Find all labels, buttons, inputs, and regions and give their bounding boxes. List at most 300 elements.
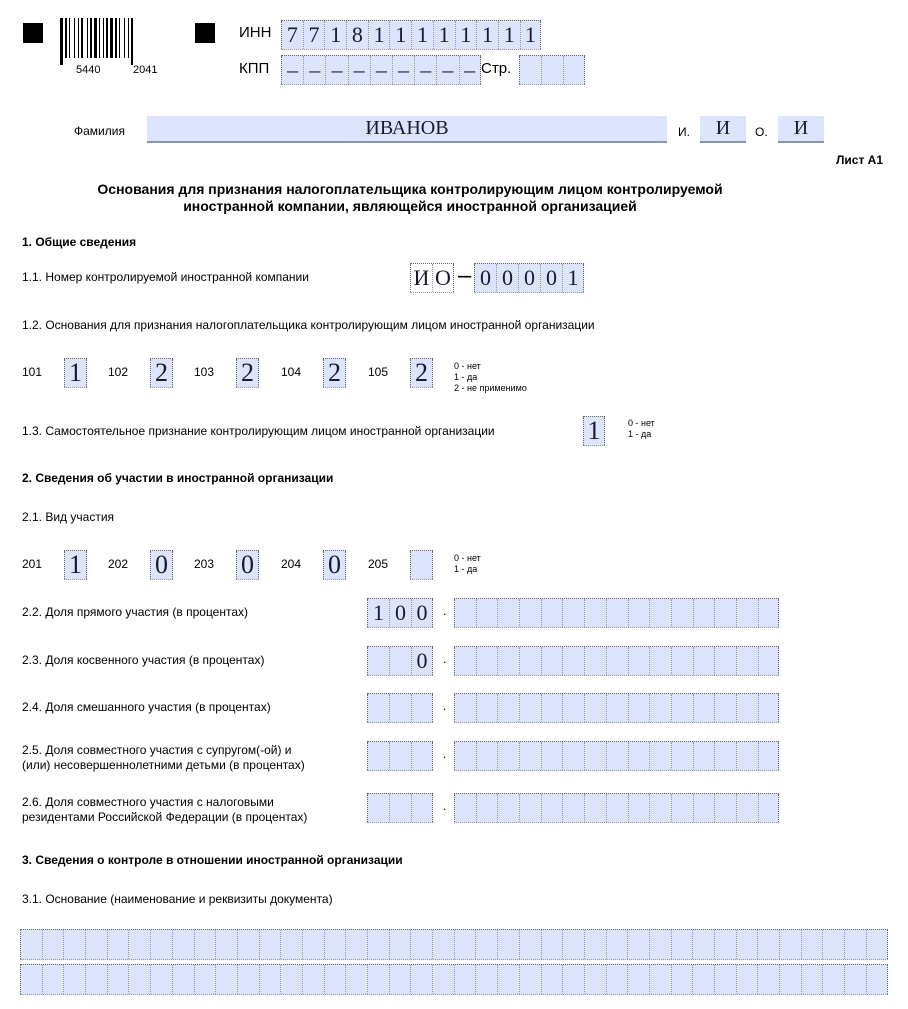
item-3-1-label: 3.1. Основание (наименование и реквизиты документа) bbox=[22, 892, 333, 906]
share-fraction-cell[interactable] bbox=[714, 794, 736, 822]
kpp-cell[interactable]: – bbox=[436, 56, 458, 84]
share-fraction-cell[interactable] bbox=[562, 794, 584, 822]
barcode-bar bbox=[115, 18, 117, 58]
inn-cell[interactable]: 1 bbox=[411, 21, 433, 49]
share-integer-field-5[interactable] bbox=[367, 741, 433, 771]
basis-document-cell[interactable] bbox=[866, 930, 888, 959]
ground-code-105: 105 bbox=[368, 365, 389, 379]
barcode-bar bbox=[128, 18, 129, 58]
basis-document-cell[interactable] bbox=[259, 930, 281, 959]
basis-document-cell[interactable] bbox=[497, 965, 519, 994]
basis-document-cell[interactable] bbox=[367, 930, 389, 959]
inn-cell[interactable]: 7 bbox=[303, 21, 325, 49]
participation-field-204[interactable] bbox=[323, 550, 346, 580]
share-fraction-cell[interactable] bbox=[628, 647, 650, 675]
participation-field-205[interactable] bbox=[410, 550, 433, 580]
kpp-cell[interactable]: – bbox=[348, 56, 370, 84]
company-number-field[interactable] bbox=[474, 263, 584, 293]
share-fraction-cell[interactable] bbox=[606, 742, 628, 770]
participation-value[interactable]: 0 bbox=[236, 551, 259, 579]
kpp-cell[interactable]: – bbox=[325, 56, 347, 84]
share-integer-field-4[interactable] bbox=[367, 693, 433, 723]
surname-field[interactable]: ИВАНОВ bbox=[147, 116, 667, 143]
basis-document-cell[interactable] bbox=[42, 965, 64, 994]
basis-document-cell[interactable] bbox=[606, 930, 628, 959]
barcode-number-2: 2041 bbox=[133, 64, 158, 76]
barcode-bar bbox=[87, 18, 88, 58]
share-integer-cell[interactable] bbox=[367, 694, 389, 722]
share-fraction-cell[interactable] bbox=[584, 647, 606, 675]
share-fraction-cell[interactable] bbox=[628, 599, 650, 627]
initial-name-field[interactable]: И bbox=[700, 116, 746, 143]
ground-field-105[interactable] bbox=[410, 358, 433, 388]
share-fraction-field-6[interactable] bbox=[454, 793, 779, 823]
share-fraction-cell[interactable] bbox=[693, 599, 715, 627]
section-2-heading: 2. Сведения об участии в иностранной организации bbox=[22, 471, 334, 485]
basis-document-cell[interactable] bbox=[280, 930, 302, 959]
share-fraction-cell[interactable] bbox=[562, 599, 584, 627]
inn-cell[interactable]: 1 bbox=[498, 21, 520, 49]
basis-document-cell[interactable] bbox=[20, 930, 42, 959]
basis-document-cell[interactable] bbox=[736, 965, 758, 994]
page-number-field[interactable] bbox=[519, 55, 585, 85]
basis-document-cell[interactable] bbox=[649, 930, 671, 959]
basis-document-cell[interactable] bbox=[63, 965, 85, 994]
share-fraction-cell[interactable] bbox=[476, 694, 498, 722]
corner-marker-right bbox=[195, 23, 215, 43]
basis-document-cell[interactable] bbox=[519, 965, 541, 994]
basis-document-cell[interactable] bbox=[671, 930, 693, 959]
basis-document-cell[interactable] bbox=[63, 930, 85, 959]
inn-cell[interactable]: 1 bbox=[455, 21, 477, 49]
share-fraction-cell[interactable] bbox=[519, 647, 541, 675]
share-integer-field-2[interactable] bbox=[367, 598, 433, 628]
basis-document-cell[interactable] bbox=[692, 930, 714, 959]
inn-cell[interactable]: 1 bbox=[324, 21, 346, 49]
basis-document-cell[interactable] bbox=[107, 930, 129, 959]
share-fraction-cell[interactable] bbox=[606, 694, 628, 722]
share-fraction-field-2[interactable] bbox=[454, 598, 779, 628]
basis-document-cell[interactable] bbox=[497, 930, 519, 959]
basis-document-cell[interactable] bbox=[150, 930, 172, 959]
share-fraction-cell[interactable] bbox=[714, 599, 736, 627]
ground-value[interactable]: 2 bbox=[410, 359, 433, 387]
share-fraction-cell[interactable] bbox=[671, 742, 693, 770]
basis-document-cell[interactable] bbox=[259, 965, 281, 994]
share-fraction-cell[interactable] bbox=[736, 599, 758, 627]
basis-document-cell[interactable] bbox=[671, 965, 693, 994]
share-fraction-cell[interactable] bbox=[649, 647, 671, 675]
basis-document-cell[interactable] bbox=[692, 965, 714, 994]
company-prefix-cell[interactable]: О bbox=[432, 264, 454, 292]
participation-field-202[interactable] bbox=[150, 550, 173, 580]
basis-document-cell[interactable] bbox=[345, 930, 367, 959]
basis-document-cell[interactable] bbox=[822, 965, 844, 994]
barcode-bar bbox=[103, 18, 104, 58]
page-label: Стр. bbox=[481, 60, 512, 77]
basis-document-cell[interactable] bbox=[562, 965, 584, 994]
kpp-cell[interactable]: – bbox=[303, 56, 325, 84]
share-integer-field-6[interactable] bbox=[367, 793, 433, 823]
share-fraction-cell[interactable] bbox=[606, 647, 628, 675]
share-fraction-cell[interactable] bbox=[758, 694, 780, 722]
share-fraction-cell[interactable] bbox=[562, 647, 584, 675]
share-fraction-cell[interactable] bbox=[649, 599, 671, 627]
share-fraction-cell[interactable] bbox=[649, 742, 671, 770]
kpp-field[interactable] bbox=[281, 55, 481, 85]
page-title-line-2: иностранной компании, являющейся иностранной организацией bbox=[183, 198, 637, 214]
share-fraction-cell[interactable] bbox=[562, 694, 584, 722]
share-label-5: 2.5. Доля совместного участия с супругом(-ой) и (или) несовершеннолетними детьми (в процентах) bbox=[22, 743, 305, 772]
basis-document-cell[interactable] bbox=[541, 965, 563, 994]
basis-document-cell[interactable] bbox=[410, 930, 432, 959]
initial-name-label: И. bbox=[678, 125, 690, 139]
basis-document-cell[interactable] bbox=[280, 965, 302, 994]
share-fraction-cell[interactable] bbox=[693, 794, 715, 822]
page-title-line-1: Основания для признания налогоплательщика контролирующим лицом контролируемой bbox=[97, 181, 723, 197]
decimal-separator: . bbox=[443, 604, 447, 618]
share-fraction-cell[interactable] bbox=[497, 794, 519, 822]
share-label-6: 2.6. Доля совместного участия с налоговыми резидентами Российской Федерации (в процентах) bbox=[22, 795, 308, 824]
basis-document-cell[interactable] bbox=[85, 965, 107, 994]
share-fraction-cell[interactable] bbox=[584, 599, 606, 627]
basis-document-cell[interactable] bbox=[302, 930, 324, 959]
basis-document-cell[interactable] bbox=[519, 930, 541, 959]
basis-document-cell[interactable] bbox=[237, 930, 259, 959]
basis-document-cell[interactable] bbox=[757, 965, 779, 994]
inn-cell[interactable]: 1 bbox=[476, 21, 498, 49]
barcode-bar bbox=[94, 18, 97, 58]
basis-document-cell[interactable] bbox=[736, 930, 758, 959]
share-fraction-cell[interactable] bbox=[497, 647, 519, 675]
participation-value[interactable]: 0 bbox=[150, 551, 173, 579]
ground-value[interactable]: 2 bbox=[150, 359, 173, 387]
section-3-heading: 3. Сведения о контроле в отношении иностранной организации bbox=[22, 853, 403, 867]
share-fraction-cell[interactable] bbox=[541, 794, 563, 822]
basis-document-cell[interactable] bbox=[389, 965, 411, 994]
participation-legend: 0 - нет 1 - да bbox=[454, 553, 481, 574]
basis-document-cell[interactable] bbox=[107, 965, 129, 994]
basis-document-cell[interactable] bbox=[302, 965, 324, 994]
ground-value[interactable]: 1 bbox=[64, 359, 87, 387]
basis-document-cell[interactable] bbox=[757, 930, 779, 959]
share-integer-cell[interactable]: 0 bbox=[411, 647, 433, 675]
barcode-bar bbox=[74, 18, 75, 58]
basis-document-line-1[interactable] bbox=[20, 929, 888, 960]
share-fraction-cell[interactable] bbox=[758, 742, 780, 770]
section-1-heading: 1. Общие сведения bbox=[22, 235, 137, 249]
share-fraction-cell[interactable] bbox=[606, 599, 628, 627]
share-fraction-cell[interactable] bbox=[758, 647, 780, 675]
share-fraction-cell[interactable] bbox=[497, 742, 519, 770]
share-fraction-cell[interactable] bbox=[497, 694, 519, 722]
participation-code-204: 204 bbox=[281, 557, 302, 571]
share-fraction-cell[interactable] bbox=[454, 647, 476, 675]
basis-document-cell[interactable] bbox=[172, 930, 194, 959]
decimal-separator: . bbox=[443, 799, 447, 813]
share-fraction-cell[interactable] bbox=[628, 694, 650, 722]
basis-document-cell[interactable] bbox=[432, 965, 454, 994]
share-fraction-cell[interactable] bbox=[476, 794, 498, 822]
basis-document-cell[interactable] bbox=[432, 930, 454, 959]
inn-cell[interactable]: 1 bbox=[368, 21, 390, 49]
barcode-bar bbox=[60, 18, 63, 65]
basis-document-cell[interactable] bbox=[215, 930, 237, 959]
decimal-separator: . bbox=[443, 699, 447, 713]
share-integer-field-3[interactable] bbox=[367, 646, 433, 676]
ground-code-102: 102 bbox=[108, 365, 129, 379]
basis-document-cell[interactable] bbox=[128, 965, 150, 994]
share-integer-cell[interactable] bbox=[389, 794, 411, 822]
kpp-cell[interactable]: – bbox=[459, 56, 481, 84]
page-number-cell[interactable] bbox=[519, 56, 541, 84]
barcode-bar bbox=[81, 18, 83, 58]
basis-document-cell[interactable] bbox=[194, 930, 216, 959]
basis-document-cell[interactable] bbox=[866, 965, 888, 994]
basis-document-cell[interactable] bbox=[324, 965, 346, 994]
share-fraction-cell[interactable] bbox=[758, 599, 780, 627]
participation-value[interactable] bbox=[410, 551, 433, 579]
share-fraction-cell[interactable] bbox=[736, 694, 758, 722]
basis-document-cell[interactable] bbox=[541, 930, 563, 959]
share-fraction-cell[interactable] bbox=[693, 742, 715, 770]
share-fraction-cell[interactable] bbox=[454, 599, 476, 627]
basis-document-cell[interactable] bbox=[454, 930, 476, 959]
basis-document-cell[interactable] bbox=[627, 930, 649, 959]
basis-document-cell[interactable] bbox=[237, 965, 259, 994]
share-integer-cell[interactable] bbox=[367, 794, 389, 822]
share-label-3: 2.3. Доля косвенного участия (в процентах) bbox=[22, 653, 265, 667]
page-title bbox=[0, 181, 820, 215]
participation-value[interactable]: 1 bbox=[64, 551, 87, 579]
share-fraction-cell[interactable] bbox=[584, 694, 606, 722]
company-prefix-field bbox=[410, 263, 454, 293]
barcode-bar bbox=[99, 18, 100, 58]
basis-document-cell[interactable] bbox=[194, 965, 216, 994]
share-fraction-cell[interactable] bbox=[541, 742, 563, 770]
basis-document-cell[interactable] bbox=[410, 965, 432, 994]
share-integer-cell[interactable] bbox=[411, 694, 433, 722]
self-recognition-cell[interactable]: 1 bbox=[583, 417, 605, 445]
basis-document-cell[interactable] bbox=[85, 930, 107, 959]
company-prefix-cell[interactable]: И bbox=[410, 264, 432, 292]
company-number-cell[interactable]: 0 bbox=[474, 264, 496, 292]
participation-value[interactable]: 0 bbox=[323, 551, 346, 579]
basis-document-cell[interactable] bbox=[714, 930, 736, 959]
share-fraction-cell[interactable] bbox=[671, 599, 693, 627]
share-integer-cell[interactable] bbox=[367, 647, 389, 675]
basis-document-cell[interactable] bbox=[150, 965, 172, 994]
company-number-cell[interactable]: 0 bbox=[496, 264, 518, 292]
share-fraction-cell[interactable] bbox=[476, 647, 498, 675]
company-dash: – bbox=[458, 262, 472, 289]
basis-document-cell[interactable] bbox=[801, 930, 823, 959]
share-fraction-cell[interactable] bbox=[476, 599, 498, 627]
basis-document-cell[interactable] bbox=[801, 965, 823, 994]
barcode-bar bbox=[106, 18, 108, 58]
basis-document-cell[interactable] bbox=[454, 965, 476, 994]
barcode bbox=[60, 18, 176, 65]
share-fraction-cell[interactable] bbox=[541, 647, 563, 675]
inn-cell[interactable]: 1 bbox=[520, 21, 542, 49]
share-integer-cell[interactable] bbox=[411, 742, 433, 770]
inn-cell[interactable]: 1 bbox=[389, 21, 411, 49]
share-fraction-cell[interactable] bbox=[693, 647, 715, 675]
self-recognition-field[interactable] bbox=[583, 416, 605, 446]
ground-field-101[interactable] bbox=[64, 358, 87, 388]
company-number-cell[interactable]: 1 bbox=[562, 264, 584, 292]
ground-field-103[interactable] bbox=[236, 358, 259, 388]
kpp-cell[interactable]: – bbox=[281, 56, 303, 84]
share-fraction-cell[interactable] bbox=[606, 794, 628, 822]
ground-value[interactable]: 2 bbox=[236, 359, 259, 387]
share-integer-cell[interactable] bbox=[411, 794, 433, 822]
share-fraction-cell[interactable] bbox=[736, 647, 758, 675]
basis-document-cell[interactable] bbox=[649, 965, 671, 994]
basis-document-cell[interactable] bbox=[714, 965, 736, 994]
barcode-bar bbox=[90, 18, 92, 58]
company-number-cell[interactable]: 0 bbox=[518, 264, 540, 292]
basis-document-cell[interactable] bbox=[627, 965, 649, 994]
basis-document-cell[interactable] bbox=[584, 930, 606, 959]
ground-code-103: 103 bbox=[194, 365, 215, 379]
company-number-cell[interactable]: 0 bbox=[540, 264, 562, 292]
share-fraction-cell[interactable] bbox=[519, 794, 541, 822]
share-fraction-field-3[interactable] bbox=[454, 646, 779, 676]
item-1-3-label: 1.3. Самостоятельное признание контролирующим лицом иностранной организации bbox=[22, 424, 495, 438]
share-fraction-cell[interactable] bbox=[476, 742, 498, 770]
share-fraction-cell[interactable] bbox=[736, 742, 758, 770]
grounds-legend: 0 - нет 1 - да 2 - не применимо bbox=[454, 361, 527, 393]
ground-code-101: 101 bbox=[22, 365, 43, 379]
participation-field-201[interactable] bbox=[64, 550, 87, 580]
inn-cell[interactable]: 8 bbox=[346, 21, 368, 49]
barcode-bar bbox=[78, 18, 79, 58]
basis-document-cell[interactable] bbox=[389, 930, 411, 959]
inn-cell[interactable]: 1 bbox=[433, 21, 455, 49]
inn-field[interactable] bbox=[281, 20, 541, 50]
share-fraction-cell[interactable] bbox=[519, 599, 541, 627]
share-fraction-cell[interactable] bbox=[519, 742, 541, 770]
initial-patronymic-field[interactable]: И bbox=[778, 116, 824, 143]
kpp-label: КПП bbox=[239, 60, 270, 77]
share-integer-cell[interactable]: 0 bbox=[411, 599, 433, 627]
kpp-cell[interactable]: – bbox=[414, 56, 436, 84]
share-fraction-cell[interactable] bbox=[693, 694, 715, 722]
basis-document-cell[interactable] bbox=[844, 930, 866, 959]
self-recognition-legend: 0 - нет 1 - да bbox=[628, 418, 655, 439]
share-fraction-cell[interactable] bbox=[454, 794, 476, 822]
basis-document-cell[interactable] bbox=[844, 965, 866, 994]
basis-document-cell[interactable] bbox=[475, 930, 497, 959]
basis-document-cell[interactable] bbox=[345, 965, 367, 994]
basis-document-cell[interactable] bbox=[128, 930, 150, 959]
share-integer-cell[interactable]: 1 bbox=[367, 599, 389, 627]
basis-document-cell[interactable] bbox=[367, 965, 389, 994]
share-fraction-cell[interactable] bbox=[454, 742, 476, 770]
share-fraction-cell[interactable] bbox=[562, 742, 584, 770]
share-integer-cell[interactable] bbox=[367, 742, 389, 770]
share-label-4: 2.4. Доля смешанного участия (в процентах) bbox=[22, 700, 271, 714]
participation-code-203: 203 bbox=[194, 557, 215, 571]
initial-patronymic-label: О. bbox=[755, 125, 768, 139]
share-fraction-field-4[interactable] bbox=[454, 693, 779, 723]
participation-code-205: 205 bbox=[368, 557, 389, 571]
item-1-2-label: 1.2. Основания для признания налогоплательщика контролирующим лицом иностранной организации bbox=[22, 318, 595, 332]
share-fraction-cell[interactable] bbox=[628, 794, 650, 822]
basis-document-cell[interactable] bbox=[215, 965, 237, 994]
barcode-bar bbox=[110, 18, 113, 58]
share-fraction-cell[interactable] bbox=[584, 794, 606, 822]
basis-document-cell[interactable] bbox=[475, 965, 497, 994]
share-fraction-cell[interactable] bbox=[758, 794, 780, 822]
share-fraction-cell[interactable] bbox=[649, 694, 671, 722]
kpp-cell[interactable]: – bbox=[392, 56, 414, 84]
basis-document-cell[interactable] bbox=[172, 965, 194, 994]
share-fraction-cell[interactable] bbox=[736, 794, 758, 822]
share-fraction-field-5[interactable] bbox=[454, 741, 779, 771]
share-fraction-cell[interactable] bbox=[519, 694, 541, 722]
barcode-bar bbox=[69, 18, 70, 58]
basis-document-cell[interactable] bbox=[779, 965, 801, 994]
ground-field-104[interactable] bbox=[323, 358, 346, 388]
share-fraction-cell[interactable] bbox=[541, 694, 563, 722]
share-fraction-cell[interactable] bbox=[541, 599, 563, 627]
inn-cell[interactable]: 7 bbox=[281, 21, 303, 49]
page-number-cell[interactable] bbox=[563, 56, 585, 84]
basis-document-cell[interactable] bbox=[562, 930, 584, 959]
inn-label: ИНН bbox=[239, 24, 272, 41]
share-fraction-cell[interactable] bbox=[671, 647, 693, 675]
barcode-bar bbox=[131, 18, 133, 65]
share-fraction-cell[interactable] bbox=[714, 742, 736, 770]
kpp-cell[interactable]: – bbox=[370, 56, 392, 84]
basis-document-cell[interactable] bbox=[584, 965, 606, 994]
share-fraction-cell[interactable] bbox=[454, 694, 476, 722]
participation-code-201: 201 bbox=[22, 557, 43, 571]
share-fraction-cell[interactable] bbox=[497, 599, 519, 627]
basis-document-cell[interactable] bbox=[42, 930, 64, 959]
page-number-cell[interactable] bbox=[541, 56, 563, 84]
share-integer-cell[interactable] bbox=[389, 647, 411, 675]
share-fraction-cell[interactable] bbox=[714, 647, 736, 675]
basis-document-line-2[interactable] bbox=[20, 964, 888, 995]
decimal-separator: . bbox=[443, 652, 447, 666]
share-integer-cell[interactable]: 0 bbox=[389, 599, 411, 627]
basis-document-cell[interactable] bbox=[822, 930, 844, 959]
basis-document-cell[interactable] bbox=[779, 930, 801, 959]
sheet-label: Лист А1 bbox=[836, 153, 884, 167]
share-fraction-cell[interactable] bbox=[714, 694, 736, 722]
share-fraction-cell[interactable] bbox=[628, 742, 650, 770]
basis-document-cell[interactable] bbox=[606, 965, 628, 994]
share-integer-cell[interactable] bbox=[389, 742, 411, 770]
share-fraction-cell[interactable] bbox=[584, 742, 606, 770]
barcode-number-1: 5440 bbox=[76, 64, 101, 76]
participation-code-202: 202 bbox=[108, 557, 129, 571]
ground-value[interactable]: 2 bbox=[323, 359, 346, 387]
ground-field-102[interactable] bbox=[150, 358, 173, 388]
share-fraction-cell[interactable] bbox=[671, 694, 693, 722]
share-integer-cell[interactable] bbox=[389, 694, 411, 722]
item-1-1-label: 1.1. Номер контролируемой иностранной компании bbox=[22, 270, 309, 284]
participation-field-203[interactable] bbox=[236, 550, 259, 580]
basis-document-cell[interactable] bbox=[324, 930, 346, 959]
share-fraction-cell[interactable] bbox=[649, 794, 671, 822]
basis-document-cell[interactable] bbox=[20, 965, 42, 994]
barcode-bar bbox=[65, 18, 67, 58]
share-fraction-cell[interactable] bbox=[671, 794, 693, 822]
